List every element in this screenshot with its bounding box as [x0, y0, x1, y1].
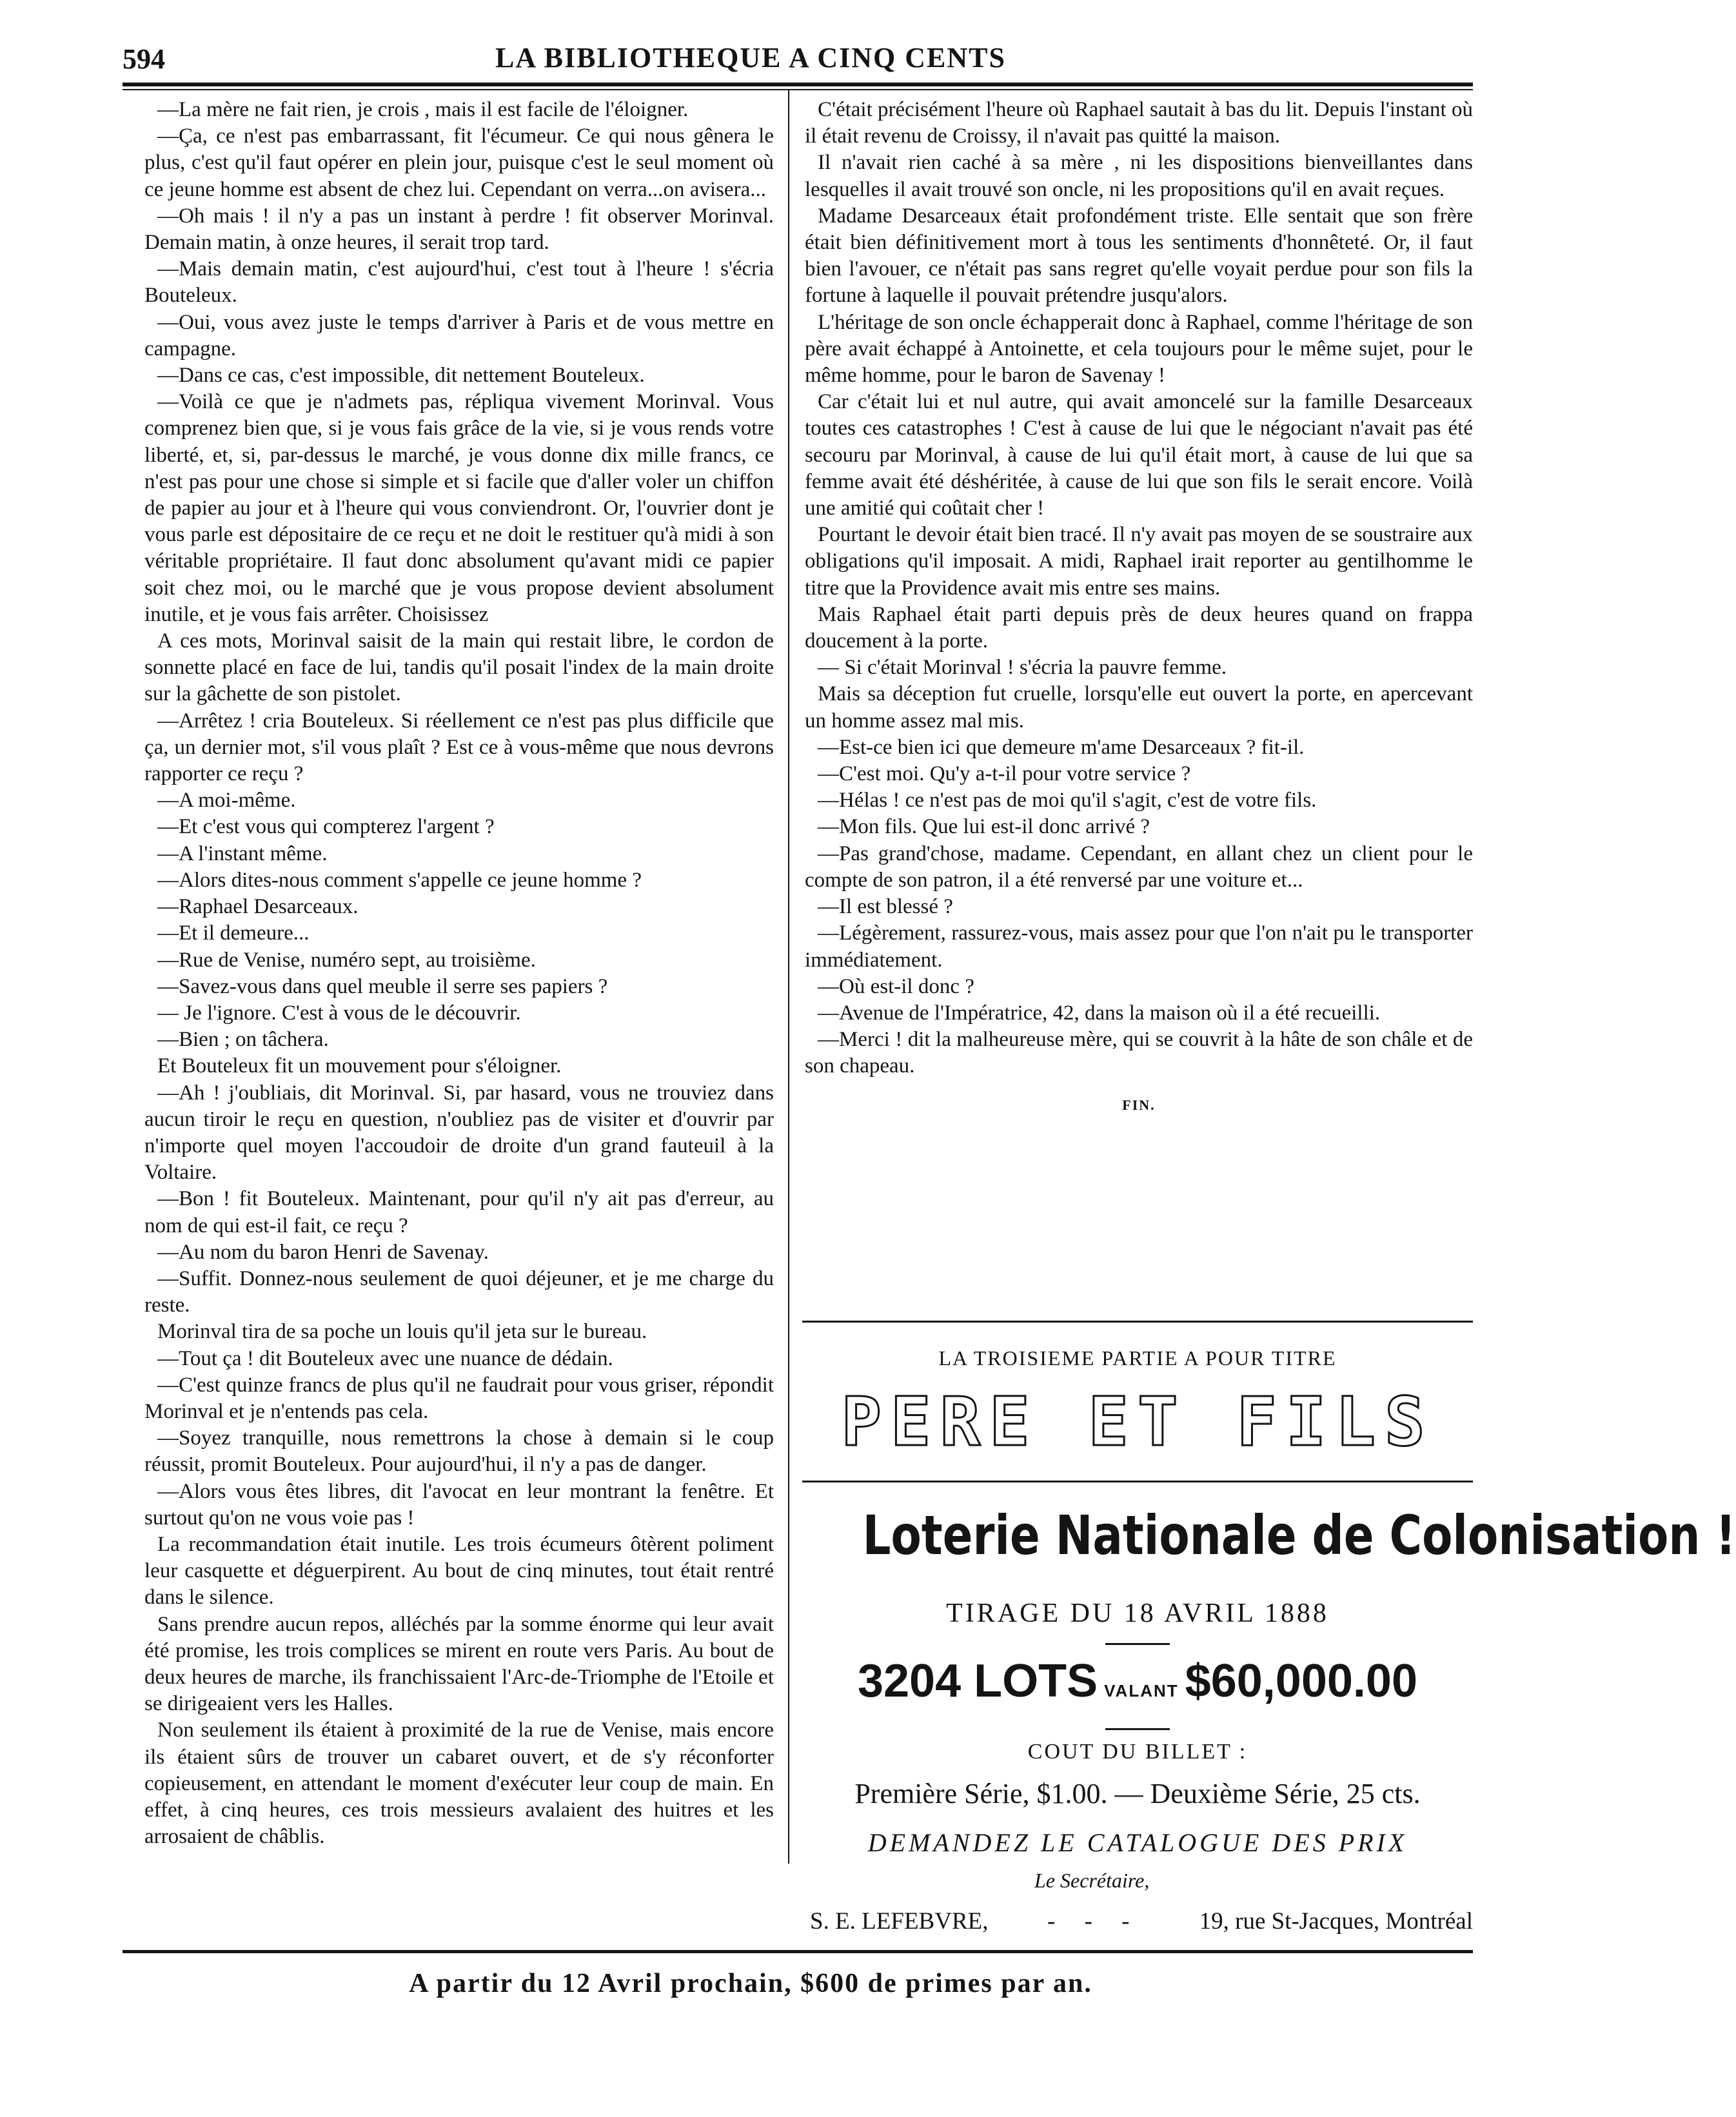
- left-column-paragraph: —Arrêtez ! cria Bouteleux. Si réellement ce n'est pas plus difficile que ça, un dernier mot, s'il vous plaît ? Est ce à vous-même que nous devrons rapporter ce reçu ?: [144, 709, 774, 786]
- secretary-label: Le Secrétaire,: [1034, 1869, 1150, 1892]
- left-column-paragraph: La recommandation était inutile. Les trois écumeurs ôtèrent poliment leur casquette et déguerpirent. Au bout de cinq minutes, tout était rentré dans le silence.: [144, 1532, 774, 1610]
- right-column-paragraph: —Où est-il donc ?: [818, 974, 974, 998]
- left-column: [144, 97, 774, 1850]
- footer-notice: A partir du 12 Avril prochain, $600 de primes par an.: [409, 1969, 1092, 1998]
- page-header: [0, 31, 1501, 83]
- draw-date: TIRAGE DU 18 AVRIL 1888: [946, 1599, 1329, 1628]
- left-column-paragraph: —Bon ! fit Bouteleux. Maintenant, pour qu'il n'y ait pas d'erreur, au nom de qui est-il fait, ce reçu ?: [144, 1187, 774, 1237]
- left-column-paragraph: Morinval tira de sa poche un louis qu'il jeta sur le bureau.: [157, 1320, 647, 1344]
- left-column-paragraph: —Raphael Desarceaux.: [157, 895, 359, 919]
- left-column-paragraph: A ces mots, Morinval saisit de la main qui restait libre, le cordon de sonnette placé en face de lui, tandis qu'il posait l'index de la main droite sur la gâchette de son pistolet.: [144, 629, 774, 706]
- right-column-paragraph: Il n'avait rien caché à sa mère , ni les dispositions bienveillantes dans lesquelles il avait trouvé son oncle, ni les propositions qu'il en avait reçues.: [805, 151, 1473, 201]
- valant-label: VALANT: [1104, 1681, 1179, 1700]
- lots-line: [802, 1655, 1473, 1708]
- lots-amount: $60,000.00: [1185, 1655, 1418, 1707]
- left-column-paragraph: —Ah ! j'oubliais, dit Morinval. Si, par hasard, vous ne trouviez dans aucun tiroir le reçu en question, n'oubliez pas de visiter et d'ouvrir par n'importe quel moyen l'accoudoir de droite d'un grand fauteuil à la Voltaire.: [144, 1081, 774, 1185]
- left-column-paragraph: Sans prendre aucun repos, alléchés par la somme énorme qui leur avait été promise, les trois complices se mirent en route vers Paris. Au bout de deux heures de marche, ils franchissaient l'Arc-de-Triomphe de l'Etoile et se dirigeaient vers les Halles.: [144, 1612, 774, 1716]
- left-column-paragraph: —A l'instant même.: [157, 842, 328, 865]
- right-column-paragraph: —Mon fils. Que lui est-il donc arrivé ?: [818, 815, 1150, 839]
- dash-leader: - - -: [1047, 1908, 1141, 1935]
- catalogue-request: DEMANDEZ LE CATALOGUE DES PRIX: [867, 1828, 1408, 1857]
- advertisement-top-rule: [802, 1321, 1473, 1323]
- header-rule-thin: [123, 89, 1473, 90]
- left-column-paragraph: —Ça, ce n'est pas embarrassant, fit l'écumeur. Ce qui nous gênera le plus, c'est qu'il faut opérer en plein jour, puisque c'est le seul moment où ce jeune homme est absent de chez lui. Cependant on verra...on avisera...: [144, 124, 774, 201]
- right-column-paragraph: — Si c'était Morinval ! s'écria la pauvre femme.: [818, 656, 1227, 680]
- left-column-paragraph: —Oui, vous avez juste le temps d'arriver à Paris et de vous mettre en campagne.: [144, 310, 774, 360]
- ticket-series: Première Série, $1.00. — Deuxième Série, 25 cts.: [854, 1778, 1421, 1809]
- ticket-price-heading: COUT DU BILLET :: [1027, 1740, 1248, 1764]
- left-column-paragraph: —A moi-même.: [157, 789, 296, 812]
- secretary-name: S. E. LEFEBVRE,: [810, 1908, 989, 1935]
- lots-count: 3204 LOTS: [857, 1655, 1098, 1707]
- advertisement-mid-rule: [802, 1481, 1473, 1482]
- secretary-address: 19, rue St-Jacques, Montréal: [1199, 1908, 1473, 1935]
- right-column-paragraph: Car c'était lui et nul autre, qui avait amoncelé sur la famille Desarceaux toutes ces catastrophes ! C'est à cause de lui que le négociant n'avait pas été secouru par Morinval, à cause de lui qu'il était mort, à cause de lui que sa femme avait été déshéritée, à cause de lui que son fils le serait encore. Voilà une amitié qui coûtait cher !: [805, 390, 1473, 520]
- left-column-paragraph: —Savez-vous dans quel meuble il serre ses papiers ?: [157, 974, 608, 998]
- left-column-paragraph: —La mère ne fait rien, je crois , mais il est facile de l'éloigner.: [157, 98, 689, 121]
- left-column-paragraph: —Oh mais ! il n'y a pas un instant à perdre ! fit observer Morinval. Demain matin, à onze heures, il serait trop tard.: [144, 204, 774, 255]
- left-column-paragraph: —Mais demain matin, c'est aujourd'hui, c'est tout à l'heure ! s'écria Bouteleux.: [144, 257, 774, 308]
- column-divider: [788, 90, 789, 1864]
- page-number: 594: [123, 43, 165, 75]
- right-column-paragraph: —Hélas ! ce n'est pas de moi qu'il s'agit, c'est de votre fils.: [818, 789, 1317, 812]
- left-column-paragraph: —Alors vous êtes libres, dit l'avocat en leur montrant la fenêtre. Et surtout qu'on ne vous voie pas !: [144, 1479, 774, 1530]
- footer-rule: [123, 1950, 1473, 1953]
- right-column-paragraph: Mais sa déception fut cruelle, lorsqu'elle eut ouvert la porte, en apercevant un homme assez mal mis.: [805, 682, 1473, 733]
- left-column-paragraph: —Et c'est vous qui compterez l'argent ?: [157, 815, 495, 839]
- part-title: PERE ET FILS: [841, 1383, 1434, 1461]
- right-column-paragraph: C'était précisément l'heure où Raphael sautait à bas du lit. Depuis l'instant où il était revenu de Croissy, il n'avait pas quitté la maison.: [805, 98, 1473, 148]
- left-column-paragraph: Et Bouteleux fit un mouvement pour s'éloigner.: [157, 1054, 562, 1078]
- left-column-paragraph: —Dans ce cas, c'est impossible, dit nettement Bouteleux.: [157, 364, 645, 388]
- left-column-paragraph: —Et il demeure...: [157, 921, 310, 945]
- right-column-paragraph: Pourtant le devoir était bien tracé. Il n'y avait pas moyen de se soustraire aux obligations qu'il imposait. A midi, Raphael irait reporter au gentilhomme le titre que la Providence avait mis entre ses mains.: [805, 523, 1473, 600]
- right-column-paragraph: —Il est blessé ?: [818, 895, 953, 919]
- right-column-paragraph: —Avenue de l'Impératrice, 42, dans la maison où il a été recueilli.: [818, 1001, 1381, 1025]
- right-column-paragraph: —Merci ! dit la malheureuse mère, qui se couvrit à la hâte de son châle et de son chapeau.: [805, 1028, 1473, 1078]
- left-column-paragraph: —Suffit. Donnez-nous seulement de quoi déjeuner, et je me charge du reste.: [144, 1266, 774, 1317]
- left-column-paragraph: —Au nom du baron Henri de Savenay.: [157, 1240, 489, 1264]
- left-column-paragraph: —Rue de Venise, numéro sept, au troisième.: [157, 948, 536, 972]
- left-column-paragraph: —C'est quinze francs de plus qu'il ne faudrait pour vous griser, répondit Morinval et je n'entends pas cela.: [144, 1373, 774, 1423]
- left-column-paragraph: —Bien ; on tâchera.: [157, 1028, 329, 1052]
- right-column-paragraph: —Pas grand'chose, madame. Cependant, en allant chez un client pour le compte de son patron, il a été renversé par une voiture et...: [805, 842, 1473, 892]
- left-column-paragraph: —Alors dites-nous comment s'appelle ce jeune homme ?: [157, 868, 642, 892]
- right-column-paragraph: —C'est moi. Qu'y a-t-il pour votre service ?: [818, 762, 1191, 786]
- third-part-announcement: LA TROISIEME PARTIE A POUR TITRE: [938, 1346, 1337, 1370]
- right-column-paragraph: —Légèrement, rassurez-vous, mais assez pour que l'on n'ait pu le transporter immédiatement.: [805, 921, 1473, 972]
- right-column-paragraph: —Est-ce bien ici que demeure m'ame Desarceaux ? fit-il.: [818, 735, 1305, 759]
- fin-label: FIN.: [1122, 1096, 1156, 1113]
- left-column-paragraph: —Voilà ce que je n'admets pas, répliqua vivement Morinval. Vous comprenez bien que, si je vous fais grâce de la vie, si je vous rends votre liberté, et, si, par-dessus le marché, je vous donne dix mille francs, ce n'est pas pour une chose si simple et si facile que d'aller voler un chiffon de papier au jour et à l'heure qui vous conviendront. Or, l'ouvrier dont je vous parle est dépositaire de ce reçu et ne doit le restituer qu'à midi à son véritable propriétaire. Il faut donc absolument qu'avant midi ce papier soit chez moi, ou le marché que je vous propose devient absolument inutile, et je vous fais arrêter. Choisissez: [144, 390, 774, 626]
- lottery-headline: Loterie Nationale de Colonisation !: [862, 1504, 1736, 1567]
- right-column-paragraph: Mais Raphael était parti depuis près de deux heures quand on frappa doucement à la porte.: [805, 602, 1473, 653]
- short-rule: [1105, 1728, 1170, 1730]
- running-title: LA BIBLIOTHEQUE A CINQ CENTS: [495, 42, 1006, 74]
- right-column: [805, 97, 1473, 1118]
- left-column-paragraph: — Je l'ignore. C'est à vous de le découvrir.: [157, 1001, 521, 1025]
- left-column-paragraph: Non seulement ils étaient à proximité de la rue de Venise, mais encore ils étaient sûrs de trouver un cabaret ouvert, et de s'y réconforter copieusement, en attendant le moment d'exécuter leur coup de main. En effet, à cinq heures, ces trois messieurs avalaient des huitres et les arrosaient de châblis.: [144, 1718, 774, 1849]
- short-rule: [1105, 1643, 1170, 1645]
- right-column-paragraph: Madame Desarceaux était profondément triste. Elle sentait que son frère était bien définitivement mort à tous les sentiments d'honnêteté. Or, il faut bien l'avouer, ce n'était pas sans regret qu'elle voyait perdue pour son fils la fortune à laquelle il pouvait prétendre jusqu'alors.: [805, 204, 1473, 308]
- left-column-paragraph: —Soyez tranquille, nous remettrons la chose à demain si le coup réussit, promit Bouteleux. Pour aujourd'hui, il n'y a pas de danger.: [144, 1426, 774, 1477]
- left-column-paragraph: —Tout ça ! dit Bouteleux avec une nuance de dédain.: [157, 1346, 613, 1370]
- header-rule: [123, 83, 1473, 86]
- right-column-paragraph: L'héritage de son oncle échapperait donc à Raphael, comme l'héritage de son père avait échappé à Antoinette, et cela toujours pour le même sujet, pour le même homme, pour le baron de Savenay !: [805, 310, 1473, 388]
